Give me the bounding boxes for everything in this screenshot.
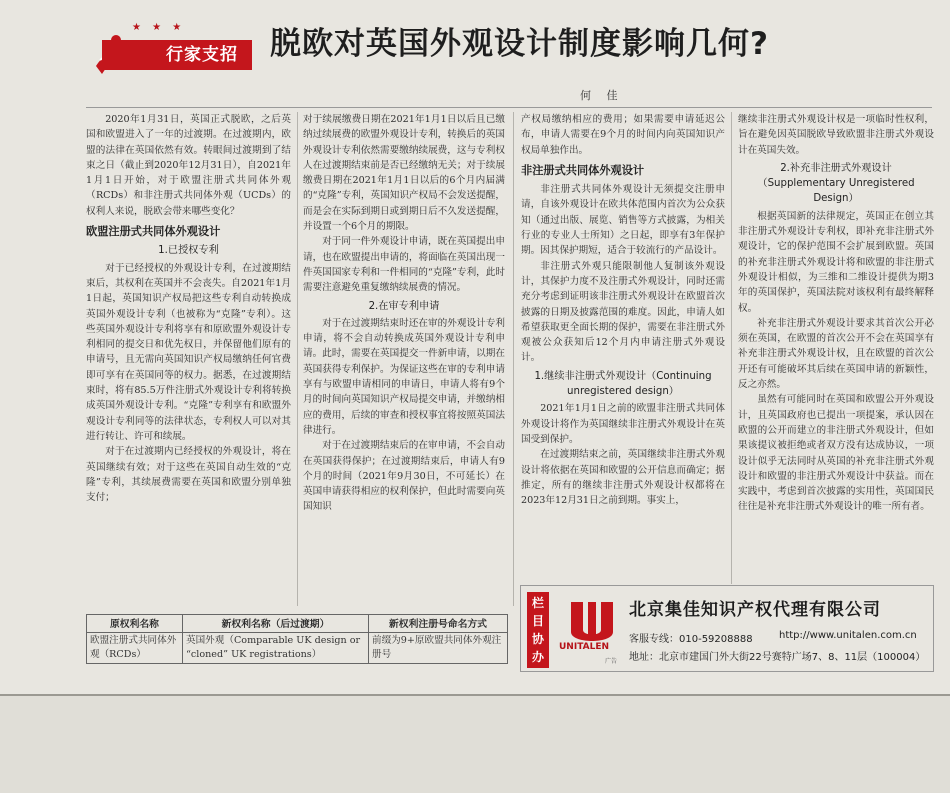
paragraph: 2021年1月1日之前的欧盟非注册式共同体外观设计将作为英国继续非注册式外观设计在英国受到保护。 [521, 403, 725, 445]
page-bottom-margin [0, 696, 950, 793]
table-cell: 英国外观（Comparable UK design or “cloned” UK registrations） [183, 633, 369, 664]
paragraph: 对于在过渡期结束后的在审申请，不会自动在英国获得保护；在过渡期结束后，申请人有9个月的时间（2021年9月30日，不可延长）在英国申请获得相应的权利保护，但此时需要向英国知识 [303, 440, 505, 513]
article-author: 何 佳 [580, 89, 624, 102]
table-cell: 前缀为9+原欧盟共同体外观注册号 [369, 633, 508, 664]
paragraph: 补充非注册式外观设计要求其首次公开必须在英国，在欧盟的首次公开不会在英国享有补充非注册式外观设计权，且在欧盟的首次公开还有可能破坏其后续在英国申请的新颖性，反之亦然。 [738, 317, 934, 391]
article-title: 脱欧对英国外观设计制度影响几何? [270, 26, 769, 62]
subsection-heading: 1.已授权专利 [158, 245, 219, 257]
paragraph: 虽然有可能同时在英国和欧盟公开外观设计，且英国政府也已提出一项提案，承认因在欧盟的公开而建立的非注册式外观设计，但如果该提议被拒绝或者双方没有达成协议，一项设计似乎无法同时从英国的补充非注册式外观设计和欧盟的非注册式外观设计中获益。而在实践中，考虑到首次披露的实用性，英国国民往往是补充非注册式外观设计的唯一所有者。 [738, 394, 934, 513]
article-column-4 [738, 112, 934, 598]
rights-table [86, 614, 508, 664]
badge-label: 行家支招 [102, 40, 252, 70]
star-icons: ★ ★ ★ [132, 22, 186, 33]
paragraph: 继续非注册式外观设计权是一项临时性权利，旨在避免因英国脱欧导致欧盟非注册式外观设计在英国失效。 [738, 114, 934, 156]
company-name: 北京集佳知识产权代理有限公司 [629, 600, 881, 620]
column-divider [513, 112, 514, 606]
subsection-heading: 2.在审专利申请 [368, 300, 440, 312]
table-cell: 欧盟注册式共同体外观（RCDs） [87, 633, 183, 664]
table-row [87, 633, 508, 664]
paragraph: 产权局缴纳相应的费用；如果需要申请延迟公布，申请人需要在9个月的时间内向英国知识产权局单独作出。 [521, 114, 725, 156]
address: 地址：北京市建国门外大街22号赛特广场7、8、11层（100004） [629, 652, 926, 663]
table-header-row [87, 615, 508, 633]
hotline: 客服专线：010-59208888 [629, 634, 753, 645]
column-divider [297, 112, 298, 606]
table-header-cell: 新权利名称（后过渡期） [183, 615, 369, 633]
sponsor-tag: 栏目协办 [527, 592, 549, 668]
paragraph: 对于续展缴费日期在2021年1月1日以后且已缴纳过续展费的欧盟外观设计专利，转换后的英国外观设计专利依然需要缴纳续展费，这与专利权人在过渡期结束前是否已经缴纳无关；对于续展缴费日期在2021年1月1日以后的6个月内届满的“克隆”专利，英国知识产权局不会发送提醒，而是会在实际到期日或到期日后不久发送提醒，并设置一个6个月的期限。 [303, 114, 505, 233]
sponsor-ad [520, 585, 934, 672]
column-badge [92, 22, 252, 80]
paragraph: 根据英国新的法律规定，英国正在创立其非注册式外观设计专利权，即补充非注册式外观设计，它的保护范围不会扩展到欧盟。英国的补充非注册式外观设计将和欧盟的非注册式外观设计相似，为三维和二维设计提供为期3年的英国保护，英国法院对该权利有最终解释权。 [738, 210, 934, 314]
table-header-cell: 新权利注册号命名方式 [369, 615, 508, 633]
section-heading: 非注册式共同体外观设计 [521, 163, 645, 177]
article-column-3 [521, 112, 725, 602]
paragraph: 2020年1月31日，英国正式脱欧，之后英国和欧盟进入了一年的过渡期。在过渡期内，欧盟的法律在英国依然有效。转眼间过渡期到了结束之日（截止到2020年12月31日），自2021年1月1日开始，对于欧盟注册式共同体外观（RCDs）和非注册式共同体外观（UCDs）的权利人来说，脱欧会带来哪些变化？ [86, 114, 291, 217]
column-divider [731, 112, 732, 584]
subsection-heading: 2.补充非注册式外观设计（Supplementary Unregistered Design） [757, 162, 915, 205]
header-divider [86, 107, 932, 108]
article-column-2 [303, 112, 505, 606]
paragraph: 对于在过渡期结束时还在审的外观设计专利申请，将不会自动转换成英国外观设计专利申请。此时，需要在英国提交一件新申请，以期在英国获得专利保护。为保证这些在审的专利申请享有与欧盟申请相同的申请日，申请人将有9个月的时间向英国知识产权局提交申请，并缴纳相应的费用，后续的审查和授权事宜将按照英国法律进行。 [303, 317, 505, 436]
section-heading: 欧盟注册式共同体外观设计 [86, 225, 221, 239]
paragraph: 非注册式共同体外观设计无须提交注册申请，自该外观设计在欧共体范围内首次为公众获知（通过出版、展览、销售等方式披露，为相关行业的专业人士所知）之日起，即享有3年保护期。因其保护期短，适合于较流行的产品设计。 [521, 184, 725, 257]
ad-label: 广告 [605, 658, 618, 665]
paragraph: 非注册式外观只能限制他人复制该外观设计，其保护力度不及注册式外观设计，同时还需充分考虑到证明该非注册式外观设计在欧盟首次披露的日期及披露范围的难度。因此，申请人如希望获取更全面长期的保护，需要在非注册式外观被公众获知后12个月内申请注册式外观设计。 [521, 260, 725, 364]
subsection-heading: 1.继续非注册式外观设计（Continuing unregistered design） [534, 370, 712, 398]
paragraph: 对于在过渡期内已经授权的外观设计，将在英国继续有效；对于这些在英国自动生效的“克隆”专利，其续展费需要在英国和欧盟分别单独支付； [86, 446, 291, 504]
table-header-cell: 原权利名称 [87, 615, 183, 633]
website-link[interactable]: http://www.unitalen.com.cn [779, 630, 917, 641]
paragraph: 对于已经授权的外观设计专利，在过渡期结束后，其权利在英国并不会丧失。自2021年1月1日起，英国知识产权局把这些专利自动转换成英国外观设计专利（也被称为“克隆”专利）。这些英国外观设计专利将享有和原欧盟外观设计专利相同的提交日和优先权日，并保留他们原有的申请号，且无需向英国知识产权局缴纳任何官费即可享有在英国同等的权力。据悉，在过渡期结束时，将有85.5万件注册式外观设计专利将转换成英国外观设计专利。“克隆”专利享有和欧盟外观设计专利同等的法律状态，专利权人可以对其进行转让、许可和续展。 [86, 262, 291, 442]
paragraph: 对于同一件外观设计申请，既在英国提出申请，也在欧盟提出申请的，将面临在英国出现一件英国国家专利和一件相同的“克隆”专利，此时需要注意避免重复缴纳续展费的情况。 [303, 236, 505, 294]
paragraph: 在过渡期结束之前，英国继续非注册式外观设计将依据在英国和欧盟的公开信息而确定；据推定，所有的继续非注册式外观设计权都将在2023年12月31日之前到期。事实上， [521, 449, 725, 507]
article-column-1 [86, 112, 291, 606]
logo-text: UNITALEN [559, 642, 610, 652]
